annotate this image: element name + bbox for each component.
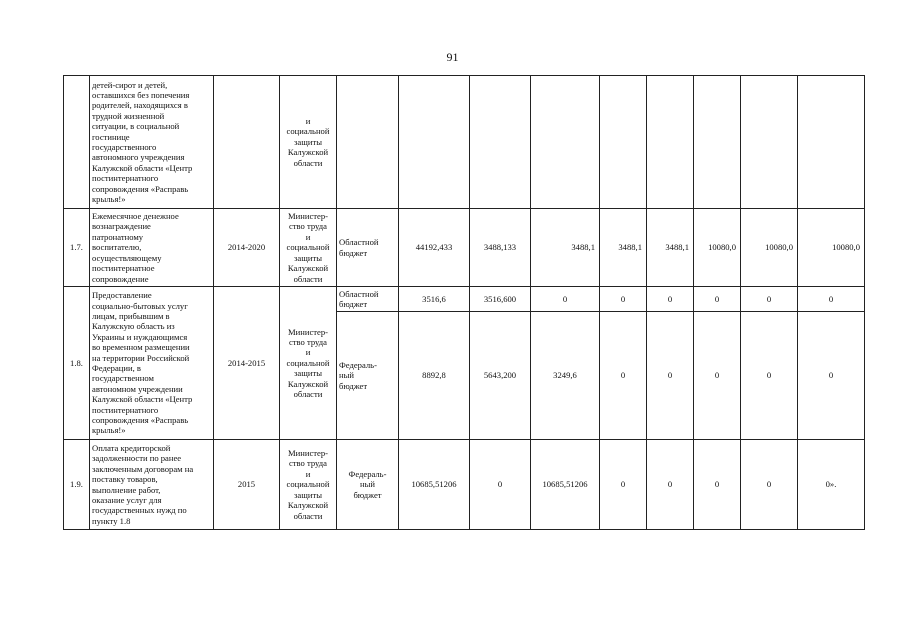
activity-name: детей-сирот и детей, оставшихся без попечения родителей, находящихся в трудной жизненной ситуации, в социальной гостинице государственного автономного учреждения Калужской области «Центр постинтернатного сопровождения «Расправь крылья!»	[90, 76, 214, 209]
value-cell: 0	[531, 287, 600, 312]
value-cell: 0	[798, 312, 865, 440]
row-number: 1.8.	[64, 287, 90, 440]
program-table	[63, 75, 865, 530]
executor-cell: Министер- ство труда и социальной защиты Калужской области	[280, 209, 337, 287]
value-cell: 0	[647, 440, 694, 530]
value-cell: 0	[647, 312, 694, 440]
period-cell	[214, 76, 280, 209]
value-cell: 0	[798, 287, 865, 312]
value-cell: 0	[647, 287, 694, 312]
value-cell	[600, 76, 647, 209]
row-number: 1.9.	[64, 440, 90, 530]
value-cell	[741, 76, 798, 209]
value-cell: 10685,51206	[399, 440, 470, 530]
value-cell: 0	[694, 440, 741, 530]
value-cell	[470, 76, 531, 209]
funding-source: Областной бюджет	[337, 209, 399, 287]
value-cell: 8892,8	[399, 312, 470, 440]
value-cell: 5643,200	[470, 312, 531, 440]
value-cell: 0».	[798, 440, 865, 530]
value-cell: 0	[741, 312, 798, 440]
value-cell: 3488,133	[470, 209, 531, 287]
period-cell: 2014-2015	[214, 287, 280, 440]
value-cell: 0	[741, 287, 798, 312]
value-cell	[694, 76, 741, 209]
value-cell: 0	[600, 440, 647, 530]
value-cell	[399, 76, 470, 209]
activity-name: Предоставление социально-бытовых услуг лицам, прибывшим в Калужскую область из Украины и нуждающимся во временном размещении на территории Российской Федерации, в государственном автономном учреждении Калужской области «Центр постинтернатного сопровождения «Расправь крылья!»	[90, 287, 214, 440]
value-cell	[531, 76, 600, 209]
value-cell: 3516,600	[470, 287, 531, 312]
value-cell: 3516,6	[399, 287, 470, 312]
funding-source: Областной бюджет	[337, 287, 399, 312]
period-cell: 2014-2020	[214, 209, 280, 287]
row-number: 1.7.	[64, 209, 90, 287]
value-cell: 0	[600, 312, 647, 440]
table-row	[64, 209, 865, 287]
row-number	[64, 76, 90, 209]
value-cell: 10685,51206	[531, 440, 600, 530]
executor-cell: Министер- ство труда и социальной защиты Калужской области	[280, 287, 337, 440]
value-cell: 3488,1	[647, 209, 694, 287]
activity-name: Ежемесячное денежное вознаграждение патронатному воспитателю, осуществляющему постинтернатное сопровождение	[90, 209, 214, 287]
value-cell: 0	[470, 440, 531, 530]
value-cell: 3488,1	[600, 209, 647, 287]
table-row	[64, 440, 865, 530]
activity-name: Оплата кредиторской задолженности по ранее заключенным договорам на поставку товаров, выполнение работ, оказание услуг для государственных нужд по пункту 1.8	[90, 440, 214, 530]
value-cell: 10080,0	[694, 209, 741, 287]
value-cell	[647, 76, 694, 209]
period-cell: 2015	[214, 440, 280, 530]
value-cell: 0	[694, 312, 741, 440]
value-cell	[798, 76, 865, 209]
table-row	[64, 287, 865, 312]
page-number: 91	[446, 50, 459, 64]
value-cell: 0	[694, 287, 741, 312]
funding-source: Федераль- ный бюджет	[337, 440, 399, 530]
funding-source: Федераль- ный бюджет	[337, 312, 399, 440]
value-cell: 3249,6	[531, 312, 600, 440]
value-cell: 3488,1	[531, 209, 600, 287]
value-cell: 0	[741, 440, 798, 530]
executor-cell: и социальной защиты Калужской области	[280, 76, 337, 209]
executor-cell: Министер- ство труда и социальной защиты Калужской области	[280, 440, 337, 530]
value-cell: 10080,0	[741, 209, 798, 287]
value-cell: 44192,433	[399, 209, 470, 287]
funding-source	[337, 76, 399, 209]
table-row	[64, 76, 865, 209]
value-cell: 10080,0	[798, 209, 865, 287]
value-cell: 0	[600, 287, 647, 312]
